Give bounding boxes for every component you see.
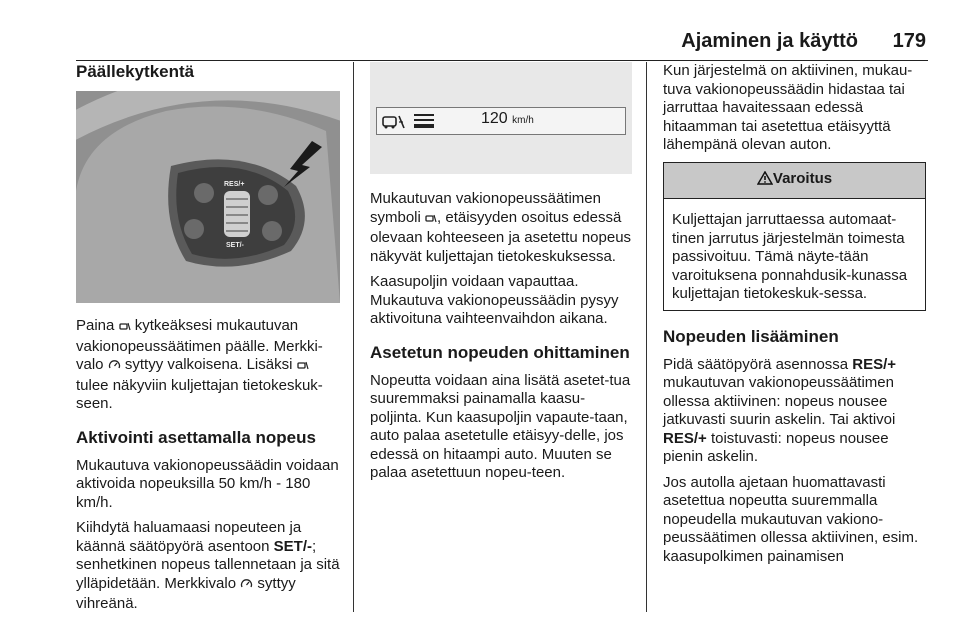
steering-wheel-illustration <box>76 91 340 303</box>
paragraph: Mukautuvan vakionopeussäätimen symboli , etäisyyden osoitus edessä olevaan kohteeseen ja asetettu nopeus näkyvät kuljettajan tietokeskuksessa. <box>370 190 632 265</box>
cruise-control-icon <box>240 577 253 596</box>
paragraph: Pidä säätöpyörä asennossa RES/+ mukautuvan vakionopeussäätimen ollessa aktiivinen: nopeus nousee jatkuvasti suurin askelin. Tai aktivoi RES/+ toistuvasti: nopeus nousee pienin askelin. <box>663 355 897 465</box>
driver-info-display-illustration <box>370 62 632 174</box>
section-heading: Asetetun nopeuden ohittaminen <box>370 342 630 362</box>
paragraph: Kun järjestelmä on aktiivinen, mukau-tuva vakionopeussäädin hidastaa tai jarruttaa havaitessaan edessä hitaamman tai asetettua etäisyyttä lähempänä olevan auton. <box>663 62 913 153</box>
warning-text: Kuljettajan jarruttaessa automaat-tinen jarrutus järjestelmän toimesta passivoituu. Tämä näyte-tään varoituksena ponnahdusik-kunassa kuljettajan tietokeskuk-sessa. <box>672 211 908 302</box>
column-2 <box>370 62 632 490</box>
warning-header: Varoitus <box>664 163 925 200</box>
warning-box <box>663 162 926 311</box>
car-distance-icon <box>119 319 131 338</box>
warning-triangle-icon <box>757 171 773 191</box>
paragraph: Kaasupoljin voidaan vapauttaa. Mukautuva vakionopeussäädin pysyy aktivoituna vaihteenvaihdon aikana. <box>370 273 619 327</box>
res-label: RES/+ <box>224 181 245 188</box>
car-distance-icon <box>425 211 437 230</box>
car-distance-icon <box>381 112 407 136</box>
set-label: SET/- <box>226 242 244 249</box>
page-header <box>76 30 928 61</box>
section-heading: Päällekytkentä <box>76 62 195 81</box>
section-heading: Aktivointi asettamalla nopeus <box>76 427 316 447</box>
column-1 <box>76 62 342 621</box>
page-number: 179 <box>892 30 926 52</box>
cruise-control-icon <box>108 358 121 377</box>
paragraph: Kiihdytä haluamaasi nopeuteen ja käännä säätöpyörä asentoon SET/-; senhetkinen nopeus tallennetaan ja sitä ylläpidetään. Merkkivalo syttyy vihreänä. <box>76 519 340 612</box>
set-speed-value: 120 km/h <box>481 110 534 127</box>
running-title: Ajaminen ja käyttö <box>681 30 858 52</box>
distance-bars-icon <box>413 112 435 136</box>
car-distance-icon <box>297 358 309 377</box>
paragraph: Nopeutta voidaan aina lisätä asetet-tua suuremmaksi painamalla kaasu-poljinta. Kun kaasupoljin vapaute-taan, auto palaa asetetulle etäisyy-delle, jos edessä on hitaampi auto. Muuten se palaa asetettuun nopeu-teen. <box>370 371 631 481</box>
column-3 <box>663 62 926 573</box>
column-divider <box>646 62 647 612</box>
section-heading: Nopeuden lisääminen <box>663 326 839 346</box>
paragraph: Mukautuva vakionopeussäädin voidaan aktivoida nopeuksilla 50 km/h - 180 km/h. <box>76 456 339 511</box>
paragraph: Paina kytkeäksesi mukautuvan vakionopeussäätimen päälle. Merkki-valo syttyy valkoisena. Lisäksi tulee näkyviin kuljettajan tietokeskuk-seen. <box>76 317 323 412</box>
paragraph: Jos autolla ajetaan huomattavasti asetettua nopeutta suuremmalla nopeudella mukautuvan vakiono-peussäätimen ollessa aktiivinen, esim. kaasupolkimen painamisen <box>663 473 919 565</box>
display-strip <box>376 107 626 135</box>
column-divider <box>353 62 354 612</box>
